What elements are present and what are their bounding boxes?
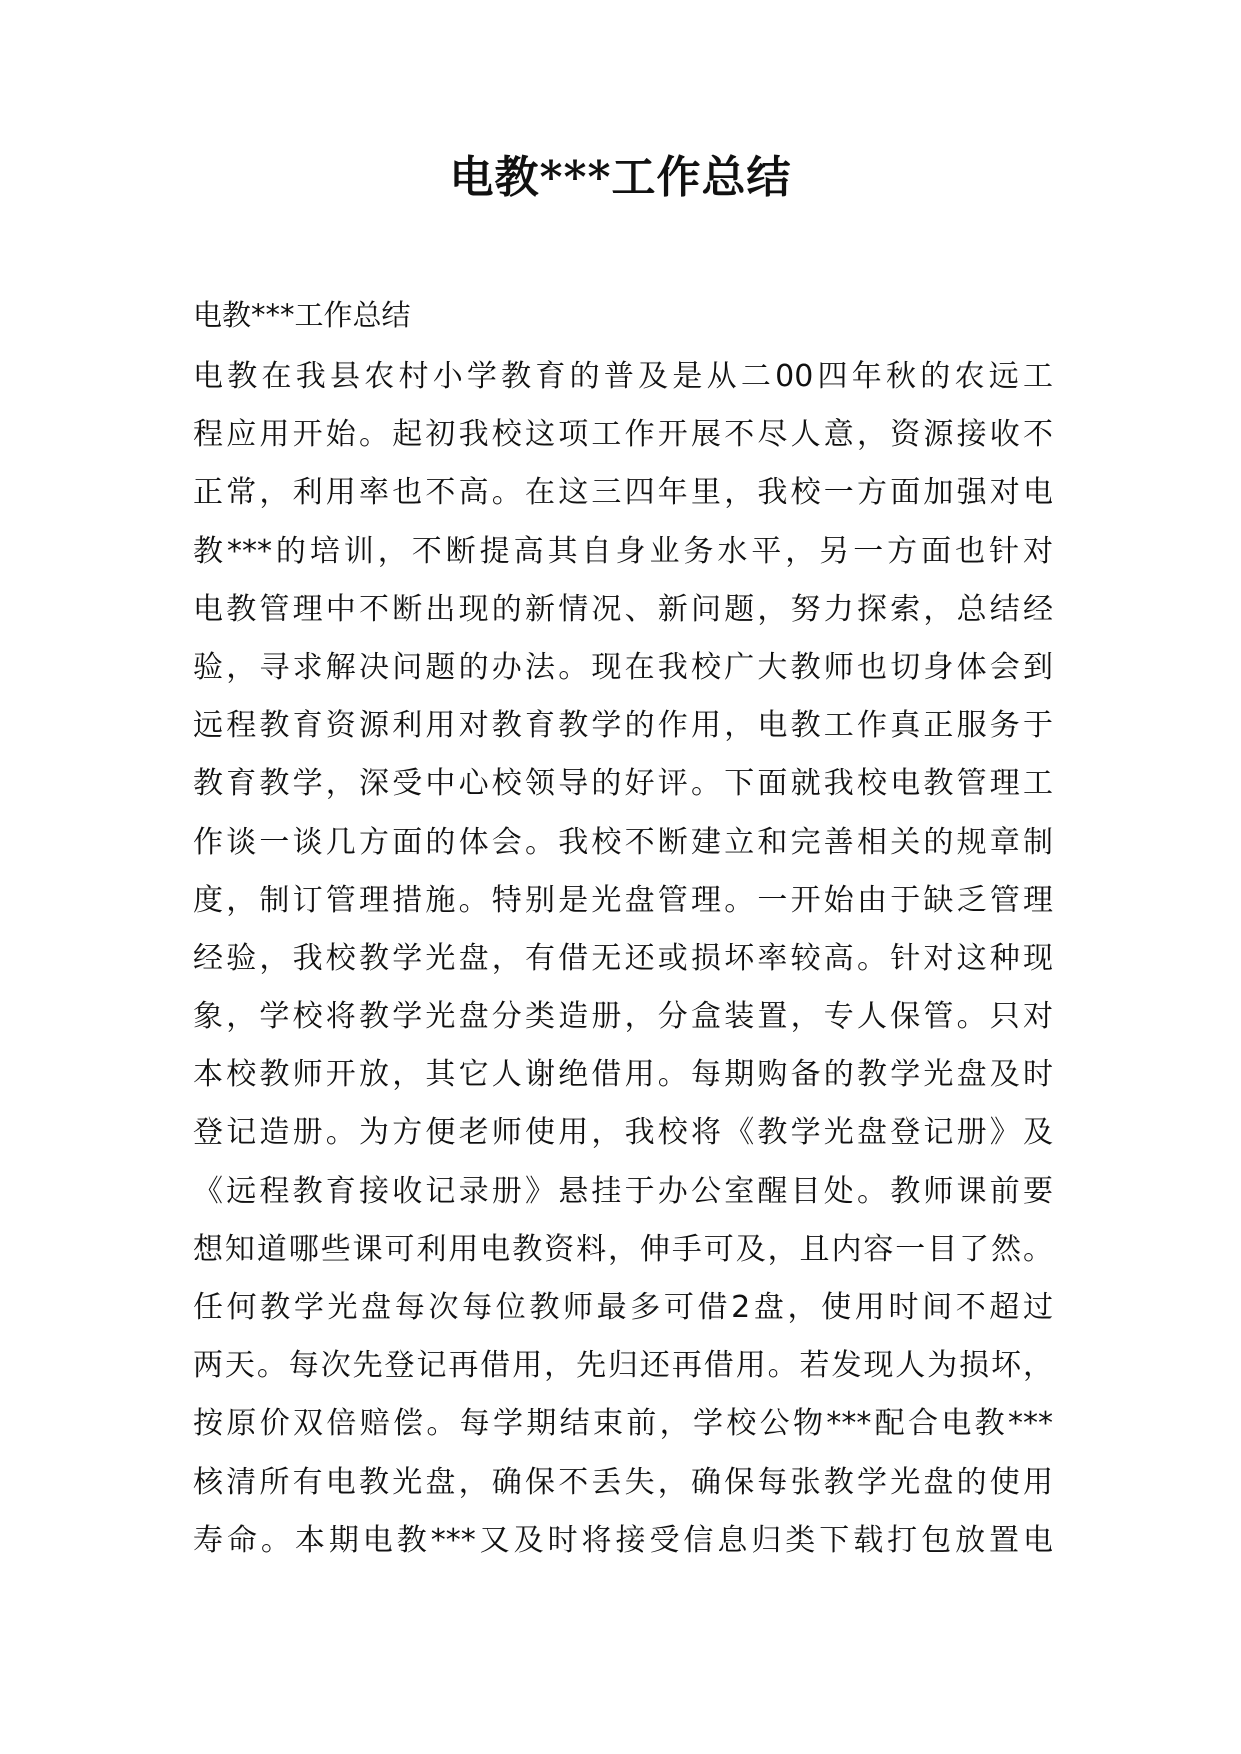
text-line: 象，学校将教学光盘分类造册，分盒装置，专人保管。只对 [193, 999, 1053, 1035]
text-line: 按原价双倍赔偿。每学期结束前，学校公物***配合电教*** [193, 1406, 1053, 1442]
text-line: 经验，我校教学光盘，有借无还或损坏率较高。针对这种现 [193, 940, 1053, 976]
body-paragraph [193, 348, 1053, 1570]
text-line: 电教在我县农村小学教育的普及是从二00四年秋的农远工 [193, 359, 1053, 394]
text-line: 《远程教育接收记录册》悬挂于办公室醒目处。教师课前要 [193, 1173, 1053, 1209]
text-line: 远程教育资源利用对教育教学的作用，电教工作真正服务于 [193, 708, 1053, 744]
text-line: 两天。每次先登记再借用，先归还再借用。若发现人为损坏， [193, 1348, 1053, 1384]
text-line: 想知道哪些课可利用电教资料，伸手可及，且内容一目了然。 [193, 1231, 1053, 1267]
text-line: 作谈一谈几方面的体会。我校不断建立和完善相关的规章制 [193, 824, 1053, 860]
document-title: 电教***工作总结 [449, 152, 792, 203]
text-line: 教***的培训，不断提高其自身业务水平，另一方面也针对 [193, 533, 1053, 569]
text-line: 寿命。本期电教***又及时将接受信息归类下载打包放置电 [193, 1522, 1053, 1558]
text-line: 教育教学，深受中心校领导的好评。下面就我校电教管理工 [193, 766, 1053, 802]
document-subtitle: 电教***工作总结 [193, 298, 411, 332]
text-line: 任何教学光盘每次每位教师最多可借2盘，使用时间不超过 [193, 1290, 1053, 1325]
text-line: 程应用开始。起初我校这项工作开展不尽人意，资源接收不 [193, 417, 1053, 453]
text-line: 度，制订管理措施。特别是光盘管理。一开始由于缺乏管理 [193, 882, 1053, 918]
text-line: 正常，利用率也不高。在这三四年里，我校一方面加强对电 [193, 475, 1053, 511]
text-line: 电教管理中不断出现的新情况、新问题，努力探索，总结经 [193, 591, 1053, 627]
text-line: 核清所有电教光盘，确保不丢失，确保每张教学光盘的使用 [193, 1464, 1053, 1500]
text-line: 验，寻求解决问题的办法。现在我校广大教师也切身体会到 [193, 649, 1053, 685]
text-line: 登记造册。为方便老师使用，我校将《教学光盘登记册》及 [193, 1115, 1053, 1151]
text-line: 本校教师开放，其它人谢绝借用。每期购备的教学光盘及时 [193, 1057, 1053, 1093]
